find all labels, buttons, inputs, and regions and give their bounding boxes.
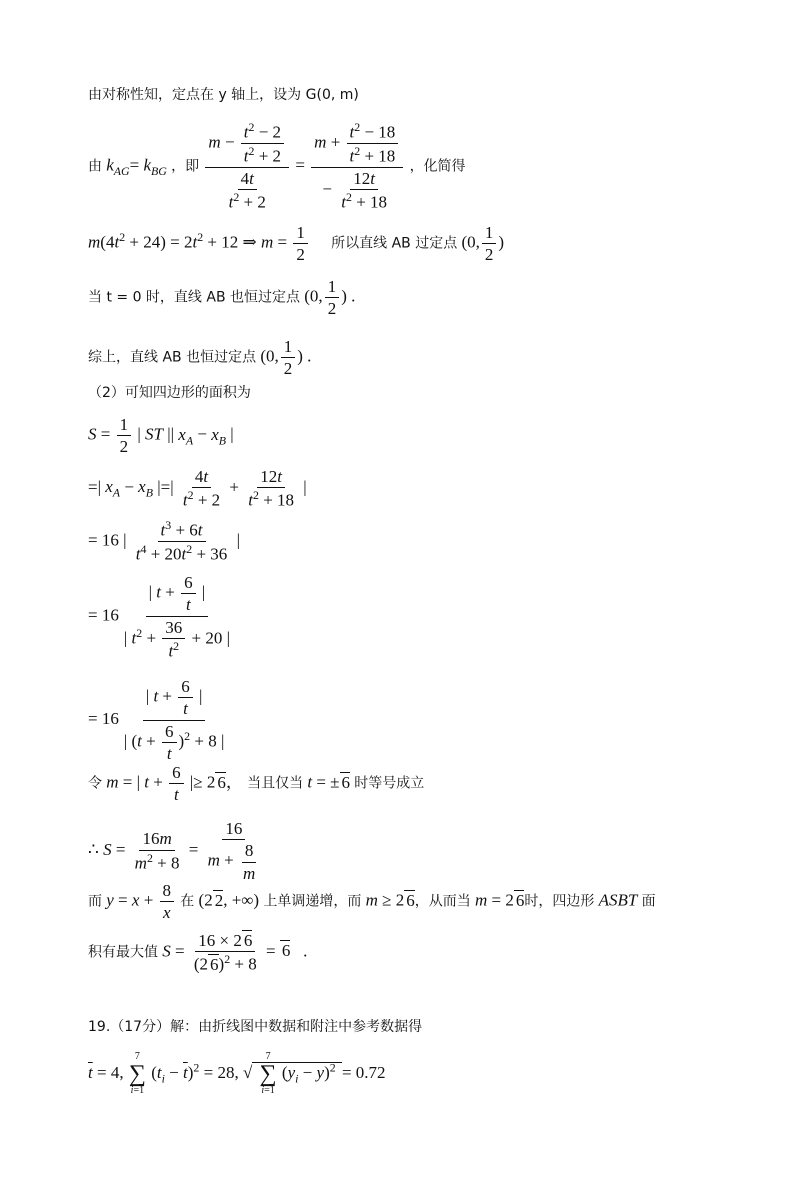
- area-step-3: = 16 | t + $\frac{6}{t}$ | | $t^2$ + $\frac{36}{t^2}$ + 20 |: [88, 573, 231, 661]
- area-step-1: =| $x_A - x_B$ |=| $\frac{4t}{t^2 + 2}$ + $\frac{12t}{t^2 + 18}$ |: [88, 467, 307, 510]
- area-formula: S = $\frac{1}{2}$ | ST || $x_A - x_B$ |: [88, 415, 234, 457]
- text-zai: 在: [180, 893, 195, 910]
- text-equality-condition: 当且仅当: [247, 775, 304, 792]
- q19-heading: 19.（17分）解：由折线图中数据和附注中参考数据得: [88, 1019, 423, 1035]
- text-symmetry-note: 由对称性知，定点在 y 轴上，设为 G(0, m): [88, 87, 359, 103]
- text-equality-tail: 时等号成立: [354, 775, 425, 792]
- slope-equation: 由 $k_{AG}= k_{BG}$ ，即 m − $\frac{t^2 - 2}{t^2 + 2}$ $\frac{4t}{t^2 + 2}$ = m + $\frac{t^2 - 18}{t^2 + 18}$ − $\frac{12t}{t^2 + 18}$ ，化简得: [88, 120, 466, 212]
- simplified-equation: $m(4t^2 + 24) = 2t^2 + 12$ ⇒ m = $\frac{1}{2}$ 所以直线 AB 过定点 (0, $\frac{1}{2}$ ): [88, 223, 505, 265]
- text-t-zero: 当 t = 0 时，直线 AB 也恒过定点: [88, 289, 301, 306]
- text-result: = 0.72: [341, 1062, 386, 1082]
- q19-computations: $\overline{t} = 4$, 7 ∑ i=1 $(t_i - \overline{t})^2 = 28$, √ 7 ∑ i=1 $(y_i - \overline{y})^2 = 0.72$: [88, 1051, 386, 1096]
- text-suffix: ，化简得: [409, 158, 466, 175]
- area-step-4: = 16 | t + $\frac{6}{t}$ | | (t + $\frac{6}{t}$ )$^2$ + 8 |: [88, 677, 225, 763]
- max-area: 积有最大值 S = $\frac{16 \times 2 6}{(2 6)^2 + 8}$ = 6 .: [88, 931, 308, 974]
- text-conclusion: 综上，直线 AB 也恒过定点: [88, 349, 257, 366]
- t-zero-case: 当 t = 0 时，直线 AB 也恒过定点 (0, $\frac{1}{2}$ ) .: [88, 277, 356, 319]
- text-mid: ，即: [171, 158, 200, 175]
- monotonic-argument: 而 y = x + $\frac{8}{x}$ 在 (2 2, +∞) 上单调递增，而 m ≥ 2 6，从而当 m = 2 6时，四边形 ASBT 面: [88, 881, 656, 923]
- fraction-lhs: m − $\frac{t^2 - 2}{t^2 + 2}$ $\frac{4t}{t^2 + 2}$: [205, 120, 289, 213]
- fraction-rhs: m + $\frac{t^2 - 18}{t^2 + 18}$ − $\frac{12t}{t^2 + 18}$: [311, 120, 403, 213]
- text-quadrilateral: 时，四边形: [524, 893, 595, 910]
- part2-heading: （2）可知四边形的面积为: [88, 385, 251, 401]
- text-er: 而: [88, 893, 102, 910]
- text-increasing: 上单调递增，而: [263, 893, 362, 910]
- text-prefix: 由: [88, 158, 102, 175]
- substitution-m: 令 m = | t + $\frac{6}{t}$ |≥ 2 6， 当且仅当 t = ± 6 时等号成立: [88, 763, 425, 805]
- area-step-2: = 16 | $\frac{t^3 + 6t}{t^4 + 20t^2 + 36}$ |: [88, 518, 240, 564]
- conclusion-part1: 综上，直线 AB 也恒过定点 (0, $\frac{1}{2}$ ) .: [88, 337, 312, 379]
- text-thus-when: ，从而当: [414, 893, 471, 910]
- text-mian: 面: [641, 893, 656, 910]
- text-max-value: 积有最大值: [88, 944, 158, 961]
- area-in-m: ∴ S = $\frac{16m}{m^2 + 8}$ = 16 m + $\frac{8}{m}$: [88, 819, 256, 883]
- text-fixed-point-note: 所以直线 AB 过定点: [331, 235, 458, 252]
